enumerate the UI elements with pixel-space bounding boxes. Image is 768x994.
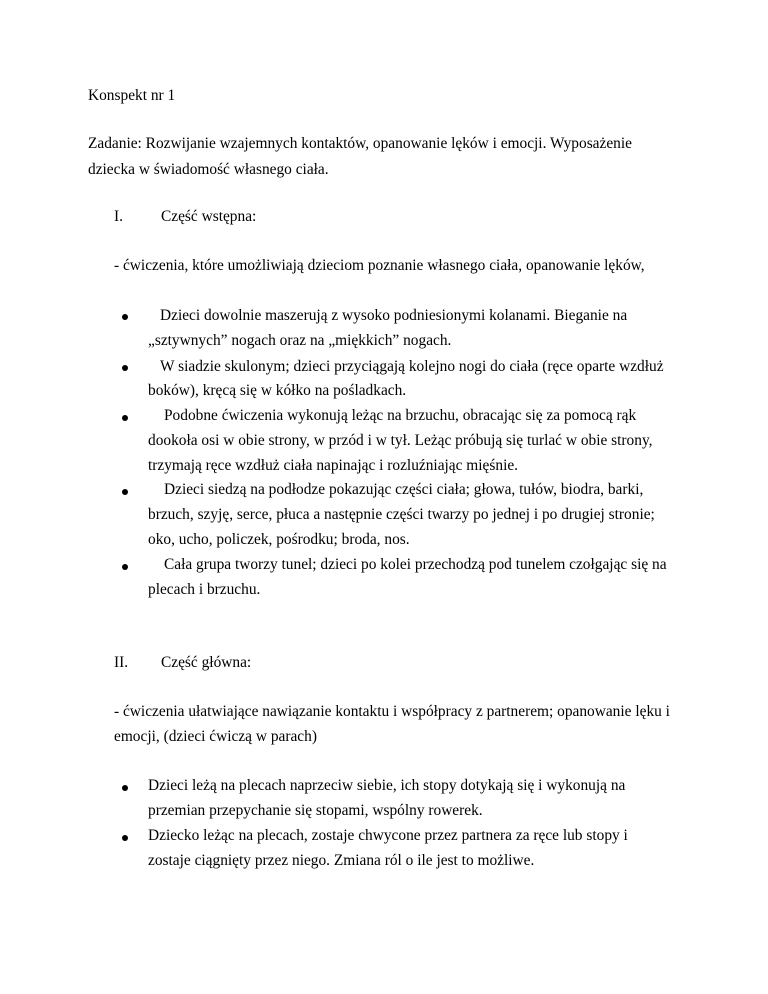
bullet-icon — [122, 415, 128, 421]
section-1-item-2-line-1: W siadzie skulonym; dzieci przyciągają kolejno nogi do ciała (ręce oparte wzdłuż — [160, 358, 664, 375]
section-2-item-1-line-1: Dzieci leżą na plecach naprzeciw siebie, ich stopy dotykają się i wykonują na — [148, 777, 626, 794]
bullet-icon — [122, 785, 128, 791]
section-2-heading: Część główna: — [161, 654, 252, 671]
section-1-item-5-line-1: Cała grupa tworzy tunel; dzieci po kolei przechodzą pod tunelem czołgając się na — [164, 556, 667, 573]
section-2-intro-line-2: emocji, (dzieci ćwiczą w parach) — [114, 728, 317, 745]
section-1-heading: Część wstępna: — [161, 208, 257, 225]
section-1-item-3-line-3: trzymają ręce wzdłuż ciała napinając i rozluźniając mięśnie. — [148, 457, 519, 474]
section-1-item-1-line-1: Dzieci dowolnie maszerują z wysoko podniesionymi kolanami. Bieganie na — [160, 307, 628, 324]
section-1-numeral: I. — [114, 208, 123, 225]
section-2-item-1-line-2: przemian przepychanie się stopami, wspólny rowerek. — [148, 802, 483, 819]
section-1-item-4-line-1: Dzieci siedzą na podłodze pokazując części ciała; głowa, tułów, biodra, barki, — [164, 481, 644, 498]
bullet-icon — [122, 314, 128, 320]
bullet-icon — [122, 365, 128, 371]
document-title: Konspekt nr 1 — [88, 87, 176, 104]
section-1-item-3-line-1: Podobne ćwiczenia wykonują leżąc na brzuchu, obracając się za pomocą rąk — [164, 407, 637, 424]
section-1-item-3-line-2: dookoła osi w obie strony, w przód i w tył. Leżąc próbują się turlać w obie strony, — [148, 432, 653, 449]
section-1-item-5-line-2: plecach i brzuchu. — [148, 581, 261, 598]
task-line-2: dziecka w świadomość własnego ciała. — [88, 161, 329, 178]
section-1-item-2-line-2: boków), kręcą się w kółko na pośladkach. — [148, 382, 407, 399]
section-1-intro: - ćwiczenia, które umożliwiają dzieciom poznanie własnego ciała, opanowanie lęków, — [114, 257, 645, 274]
section-1-item-4-line-3: oko, ucho, policzek, pośrodku; broda, nos. — [148, 531, 410, 548]
task-line-1: Zadanie: Rozwijanie wzajemnych kontaktów, opanowanie lęków i emocji. Wyposażenie — [88, 135, 632, 152]
section-2-numeral: II. — [114, 654, 129, 671]
bullet-icon — [122, 835, 128, 841]
section-2-item-2-line-1: Dziecko leżąc na plecach, zostaje chwycone przez partnera za ręce lub stopy i — [148, 827, 628, 844]
section-1-item-1-line-2: „sztywnych” nogach oraz na „miękkich” nogach. — [148, 332, 452, 349]
bullet-icon — [122, 489, 128, 495]
section-1-item-4-line-2: brzuch, szyję, serce, płuca a następnie części twarzy po jednej i po drugiej stronie; — [148, 506, 655, 523]
section-2-intro-line-1: - ćwiczenia ułatwiające nawiązanie kontaktu i współpracy z partnerem; opanowanie lęku i — [114, 703, 670, 720]
section-2-item-2-line-2: zostaje ciągnięty przez niego. Zmiana ról o ile jest to możliwe. — [148, 852, 535, 869]
bullet-icon — [122, 564, 128, 570]
